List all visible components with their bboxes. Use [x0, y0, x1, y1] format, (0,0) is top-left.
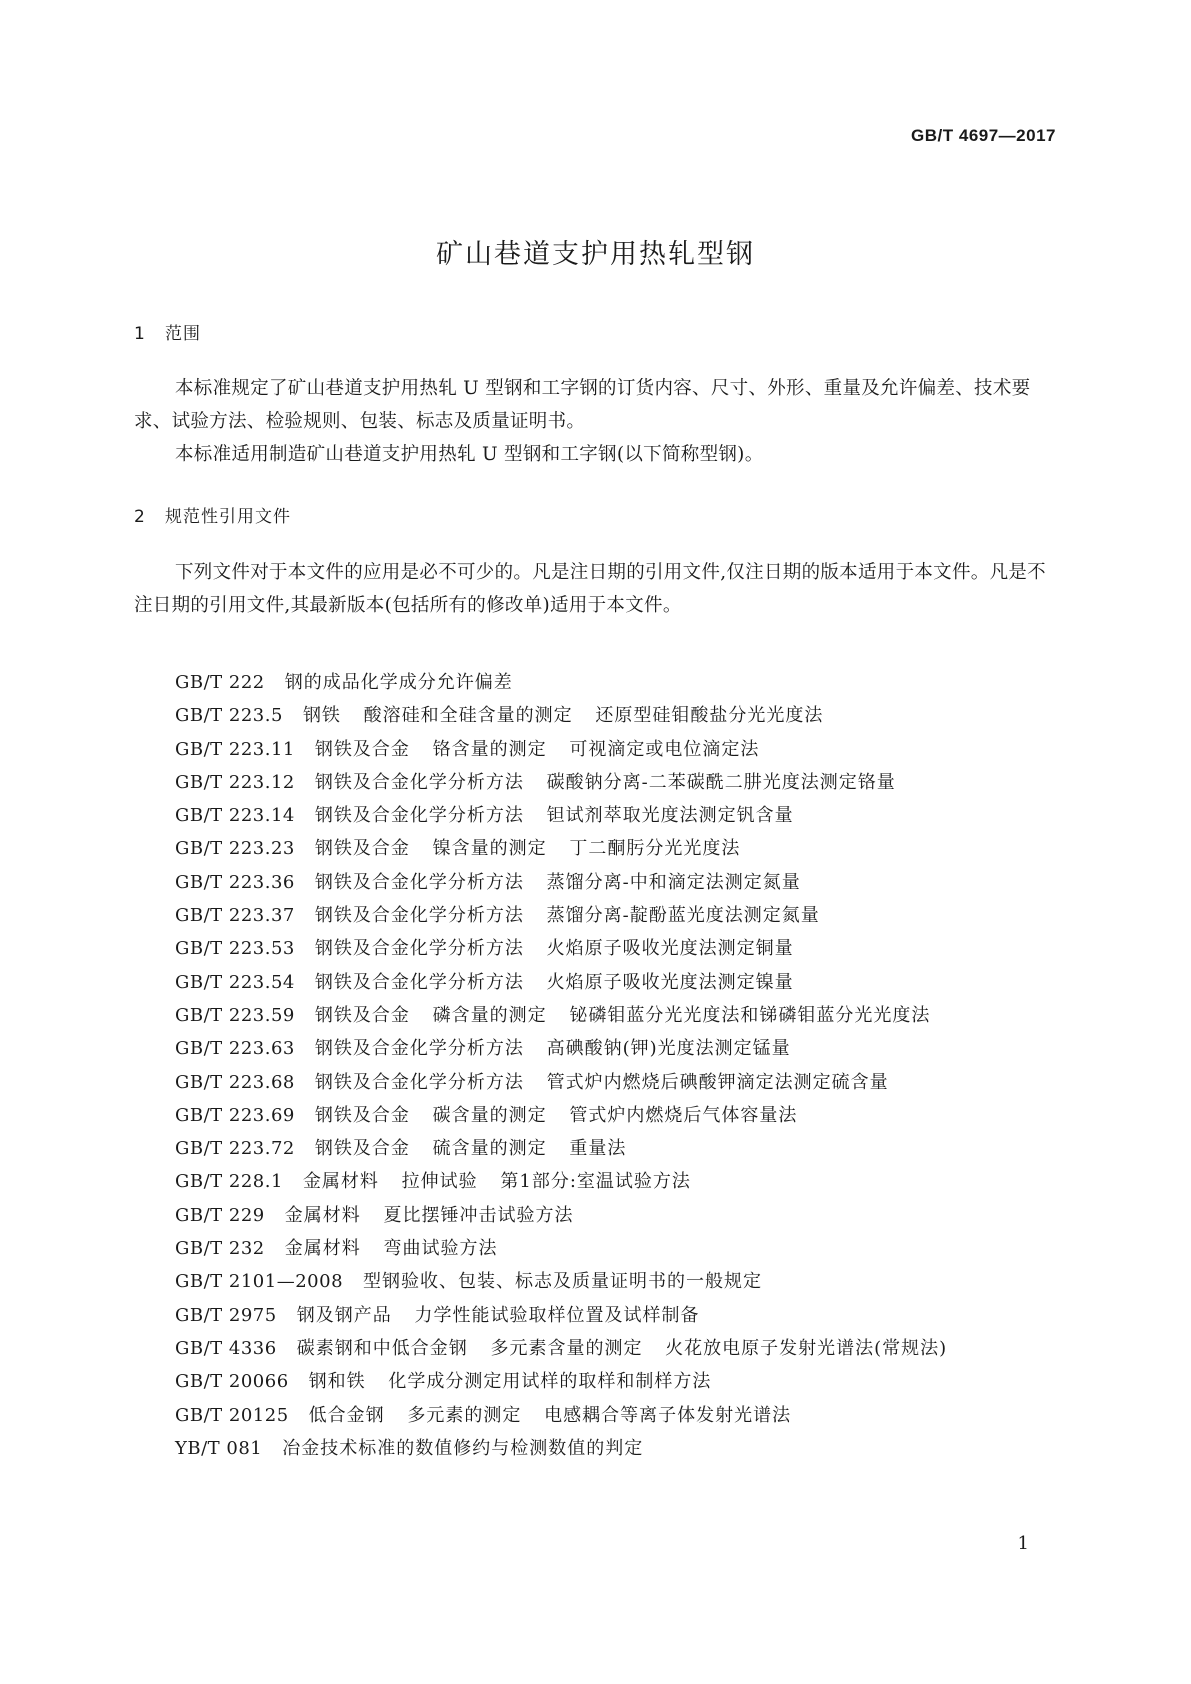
reference-code: GB/T 223.11 — [175, 738, 295, 760]
reference-code: GB/T 2975 — [175, 1304, 277, 1326]
reference-item — [175, 966, 1065, 999]
reference-code: GB/T 223.59 — [175, 1004, 295, 1026]
reference-item — [175, 1399, 1065, 1432]
reference-title: 金属材料 弯曲试验方法 — [284, 1238, 498, 1260]
reference-title: 钢铁及合金化学分析方法 蒸馏分离-中和滴定法测定氮量 — [314, 871, 801, 893]
reference-item — [175, 1299, 1065, 1332]
reference-item — [175, 1332, 1065, 1365]
reference-item — [175, 766, 1065, 799]
page-number: 1 — [1017, 1533, 1029, 1554]
reference-title: 钢铁及合金化学分析方法 钽试剂萃取光度法测定钒含量 — [314, 805, 794, 827]
reference-code: GB/T 232 — [175, 1238, 265, 1260]
reference-item — [175, 666, 1065, 699]
reference-code: GB/T 2101—2008 — [175, 1271, 344, 1293]
reference-title: 钢和铁 化学成分测定用试样的取样和制样方法 — [308, 1371, 712, 1393]
reference-code: YB/T 081 — [175, 1437, 263, 1459]
reference-code: GB/T 223.23 — [175, 838, 295, 860]
reference-title: 钢铁及合金化学分析方法 蒸馏分离-靛酚蓝光度法测定氮量 — [314, 905, 820, 927]
section-title: 规范性引用文件 — [165, 507, 291, 527]
reference-code: GB/T 223.37 — [175, 905, 295, 927]
reference-item — [175, 699, 1065, 732]
reference-code: GB/T 223.68 — [175, 1071, 295, 1093]
reference-item — [175, 1365, 1065, 1398]
reference-title: 钢铁及合金 硫含量的测定 重量法 — [314, 1138, 627, 1160]
reference-code: GB/T 20066 — [175, 1371, 289, 1393]
reference-code: GB/T 222 — [175, 672, 265, 693]
reference-title: 钢及钢产品 力学性能试验取样位置及试样制备 — [296, 1304, 700, 1326]
reference-item — [175, 1032, 1065, 1065]
references-intro-paragraph: 下列文件对于本文件的应用是必不可少的。凡是注日期的引用文件,仅注日期的版本适用于本文件。凡是不注日期的引用文件,其最新版本(包括所有的修改单)适用于本文件。 — [134, 562, 1046, 616]
scope-applicability-paragraph: 本标准适用制造矿山巷道支护用热轧 U 型钢和工字钢(以下简称型钢)。 — [175, 444, 764, 465]
reference-code: GB/T 223.5 — [175, 705, 283, 727]
reference-item — [175, 799, 1065, 832]
reference-item — [175, 999, 1065, 1032]
reference-code: GB/T 223.36 — [175, 871, 295, 893]
reference-title: 钢铁 酸溶硅和全硅含量的测定 还原型硅钼酸盐分光光度法 — [302, 705, 824, 727]
section-number: 2 — [134, 507, 146, 527]
reference-title: 碳素钢和中低合金钢 多元素含量的测定 火花放电原子发射光谱法(常规法) — [296, 1337, 948, 1359]
reference-code: GB/T 223.12 — [175, 771, 295, 793]
reference-title: 钢铁及合金 碳含量的测定 管式炉内燃烧后气体容量法 — [314, 1104, 798, 1126]
reference-item — [175, 866, 1065, 899]
reference-code: GB/T 228.1 — [175, 1171, 283, 1193]
reference-title: 型钢验收、包装、标志及质量证明书的一般规定 — [363, 1271, 763, 1293]
reference-title: 金属材料 拉伸试验 第1部分:室温试验方法 — [302, 1171, 691, 1193]
reference-title: 钢铁及合金 铬含量的测定 可视滴定或电位滴定法 — [314, 738, 760, 760]
reference-item — [175, 899, 1065, 932]
scope-paragraph: 本标准规定了矿山巷道支护用热轧 U 型钢和工字钢的订货内容、尺寸、外形、重量及允许偏差、技术要求、试验方法、检验规则、包装、标志及质量证明书。 — [134, 378, 1031, 432]
reference-title: 钢铁及合金化学分析方法 火焰原子吸收光度法测定铜量 — [314, 938, 794, 960]
reference-code: GB/T 20125 — [175, 1404, 289, 1426]
reference-item — [175, 1099, 1065, 1132]
reference-item — [175, 1432, 1065, 1465]
reference-title: 钢铁及合金化学分析方法 碳酸钠分离-二苯碳酰二肼光度法测定铬量 — [314, 771, 896, 793]
reference-title: 冶金技术标准的数值修约与检测数值的判定 — [282, 1437, 644, 1459]
reference-title: 金属材料 夏比摆锤冲击试验方法 — [284, 1204, 574, 1226]
reference-item — [175, 1066, 1065, 1099]
document-title: 矿山巷道支护用热轧型钢 — [436, 239, 755, 270]
reference-title: 低合金钢 多元素的测定 电感耦合等离子体发射光谱法 — [308, 1404, 792, 1426]
reference-title: 钢铁及合金 镍含量的测定 丁二酮肟分光光度法 — [314, 838, 741, 860]
reference-code: GB/T 223.53 — [175, 938, 295, 960]
reference-item — [175, 1265, 1065, 1298]
reference-item — [175, 1132, 1065, 1165]
standard-code: GB/T 4697—2017 — [911, 126, 1056, 145]
reference-title: 钢铁及合金 磷含量的测定 铋磷钼蓝分光光度法和锑磷钼蓝分光光度法 — [314, 1004, 931, 1026]
section-heading-normative-references — [134, 502, 291, 527]
reference-item — [175, 1165, 1065, 1198]
reference-item — [175, 733, 1065, 766]
reference-code: GB/T 223.54 — [175, 971, 295, 993]
reference-title: 钢的成品化学成分允许偏差 — [284, 672, 513, 693]
section-title: 范围 — [165, 324, 201, 344]
reference-code: GB/T 4336 — [175, 1337, 277, 1359]
section-heading-scope — [134, 319, 201, 344]
section-number: 1 — [134, 324, 146, 344]
reference-item — [175, 932, 1065, 965]
reference-title: 钢铁及合金化学分析方法 火焰原子吸收光度法测定镍量 — [314, 971, 794, 993]
reference-code: GB/T 229 — [175, 1204, 265, 1226]
reference-code: GB/T 223.63 — [175, 1038, 295, 1060]
reference-title: 钢铁及合金化学分析方法 高碘酸钠(钾)光度法测定锰量 — [314, 1038, 791, 1060]
reference-list — [175, 666, 1065, 1465]
reference-item — [175, 1199, 1065, 1232]
reference-code: GB/T 223.72 — [175, 1138, 295, 1160]
reference-code: GB/T 223.14 — [175, 805, 295, 827]
reference-item — [175, 832, 1065, 865]
reference-item — [175, 1232, 1065, 1265]
reference-title: 钢铁及合金化学分析方法 管式炉内燃烧后碘酸钾滴定法测定硫含量 — [314, 1071, 889, 1093]
reference-code: GB/T 223.69 — [175, 1104, 295, 1126]
